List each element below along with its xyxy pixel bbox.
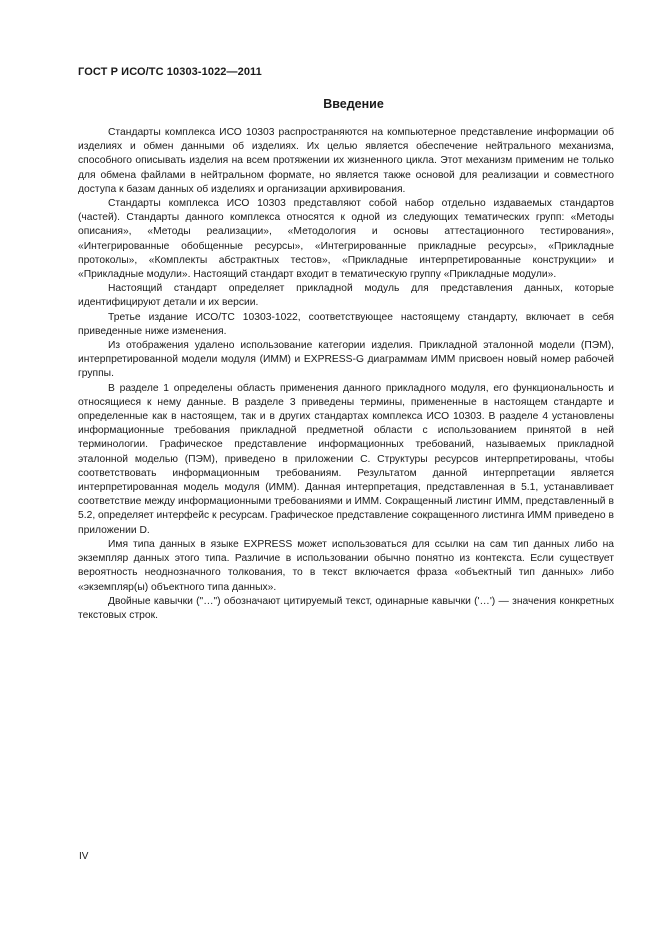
paragraph: Из отображения удалено использование категории изделия. Прикладной эталонной модели (ПЭМ), интерпретированной модели модуля (ИММ) и EXPRESS-G диаграммам ИММ присвоен новый номер рабочей группы. xyxy=(78,340,614,380)
paragraph: Третье издание ИСО/ТС 10303-1022, соответствующее настоящему стандарту, включает в себя приведенные ниже изменения. xyxy=(78,311,614,337)
paragraph: Двойные кавычки ("…") обозначают цитируемый текст, одинарные кавычки ('…') — значения конкретных текстовых строк. xyxy=(78,595,614,621)
paragraph: Стандарты комплекса ИСО 10303 представляют собой набор отдельно издаваемых стандартов (частей). Стандарты данного комплекса относятся к одной из следующих тематических групп: «Методы описания», «Методы реализации», «Методология и основы аттестационного тестирования», «Интегрированные обобщенные ресурсы», «Интегрированные прикладные ресурсы», «Прикладные протоколы», «Комплекты абстрактных тестов», «Прикладные интерпретированные конструкции» и «Прикладные модули». Настоящий стандарт входит в тематическую группу «Прикладные модули». xyxy=(78,198,614,281)
body-text xyxy=(78,126,614,623)
paragraph: Настоящий стандарт определяет прикладной модуль для представления данных, которые идентифицируют детали и их версии. xyxy=(78,283,614,309)
document-header: ГОСТ Р ИСО/ТС 10303-1022—2011 xyxy=(78,66,262,78)
section-title-text: Введение xyxy=(323,97,384,111)
page-number: IV xyxy=(79,851,89,862)
paragraph: Стандарты комплекса ИСО 10303 распространяются на компьютерное представление информации об изделиях и обмен данными об изделиях. Их целью является обеспечение нейтрального механизма, способного описывать изделия на всем протяжении их жизненного цикла. Этот механизм применим не только для обмена файлами в нейтральном формате, но является также основой для реализации и совместного доступа к базам данных об изделиях и организации архивирования. xyxy=(78,127,614,195)
section-title xyxy=(0,97,661,111)
paragraph: В разделе 1 определены область применения данного прикладного модуля, его функциональность и относящиеся к нему данные. В разделе 3 приведены термины, примененные в настоящем стандарте и определенные как в настоящем, так и в других стандартах комплекса ИСО 10303. В разделе 4 установлены информационные требования прикладной предметной области с использованием принятой в ней терминологии. Графическое представление информационных требований, называемых прикладной эталонной моделью (ПЭМ), приведено в приложении C. Структуры ресурсов интерпретированы, чтобы соответствовать информационным требованиям. Результатом данной интерпретации является интерпретированная модель модуля (ИММ). Данная интерпретация, представленная в 5.1, устанавливает соответствие между информационными требованиями и ИММ. Сокращенный листинг ИММ, представленный в 5.2, определяет интерфейс к ресурсам. Графическое представление сокращенного листинга ИММ приведено в приложении D. xyxy=(78,382,614,536)
paragraph: Имя типа данных в языке EXPRESS может использоваться для ссылки на сам тип данных либо на экземпляр данных этого типа. Различие в использовании обычно понятно из контекста. Если существует вероятность неоднозначного толкования, то в текст включается фраза «объектный тип данных» либо «экземпляр(ы) объектного типа данных». xyxy=(78,538,614,593)
